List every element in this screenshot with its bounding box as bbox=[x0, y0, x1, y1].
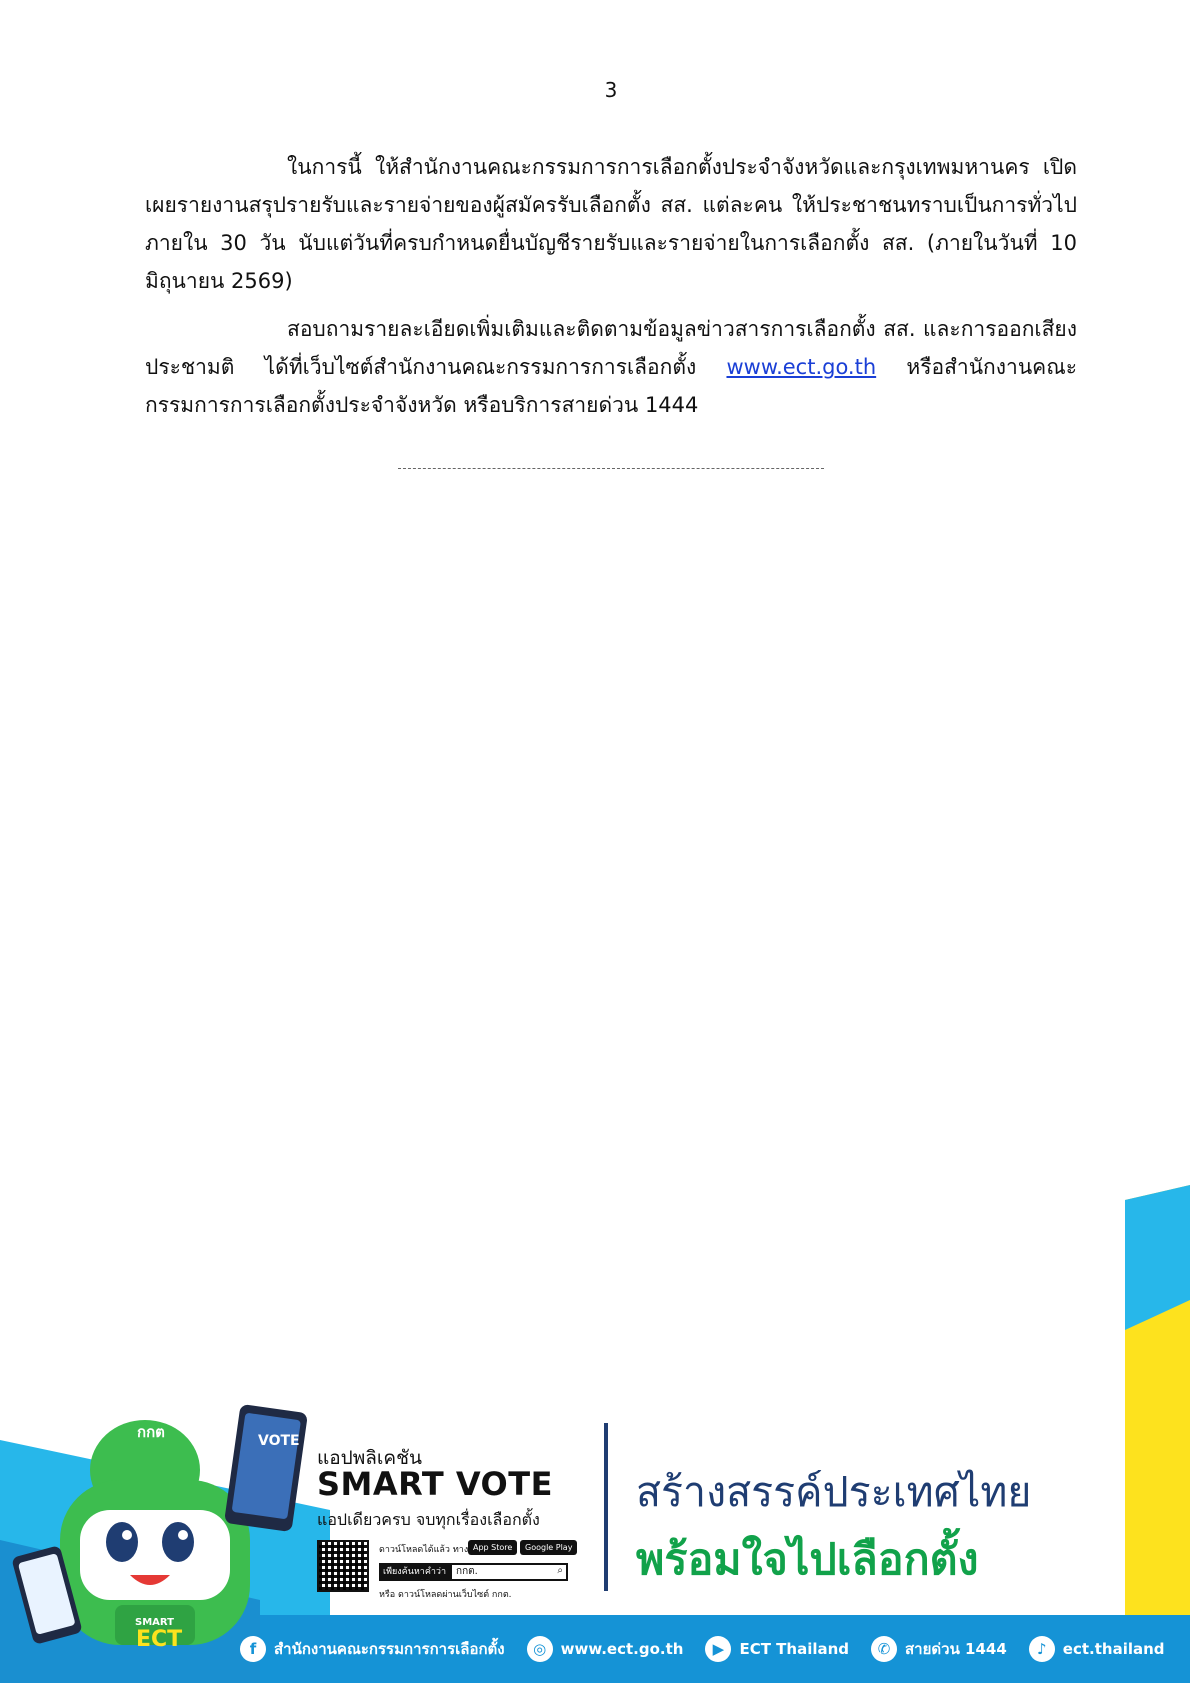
contact-tiktok[interactable] bbox=[1029, 1636, 1165, 1662]
slogan-line-2: พร้อมใจไปเลือกตั้ง bbox=[636, 1535, 979, 1585]
paragraph-contact bbox=[145, 310, 1077, 424]
app-prefix: แอปพลิเคชัน bbox=[317, 1447, 422, 1469]
tiktok-icon: ♪ bbox=[1029, 1636, 1055, 1662]
footer-background-shapes bbox=[0, 1180, 1190, 1683]
search-box bbox=[450, 1563, 568, 1581]
search-label: เพียงค้นหาคำว่า bbox=[379, 1563, 450, 1581]
contact-website[interactable] bbox=[527, 1636, 684, 1662]
slogan-divider bbox=[604, 1423, 608, 1591]
google-play-badge[interactable]: Google Play bbox=[520, 1540, 577, 1555]
download-alt: หรือ ดาวน์โหลดผ่านเว็บไซต์ กกต. bbox=[379, 1590, 512, 1600]
search-icon: ⌕ bbox=[557, 1565, 564, 1576]
paragraph-disclosure: ในการนี้ ให้สำนักงานคณะกรรมการการเลือกตั้งประจำจังหวัดและกรุงเทพมหานคร เปิดเผยรายงานสรุปรายรับและรายจ่ายของผู้สมัครรับเลือกตั้ง สส. แต่ละคน ให้ประชาชนทราบเป็นการทั่วไป ภายใน 30 วัน นับแต่วันที่ครบกำหนดยื่นบัญชีรายรับและรายจ่ายในการเลือกตั้ง สส. (ภายในวันที่ 10 มิถุนายน 2569) bbox=[145, 155, 1077, 293]
footer-banner bbox=[0, 1180, 1190, 1683]
mascot-label-bottom: ECT bbox=[136, 1627, 183, 1652]
qr-code-icon[interactable] bbox=[317, 1540, 369, 1592]
phone-screen-title: VOTE bbox=[258, 1433, 300, 1449]
contact-hotline[interactable] bbox=[871, 1636, 1007, 1662]
slogan-line-1: สร้างสรรค์ประเทศไทย bbox=[636, 1468, 1032, 1516]
contact-facebook[interactable] bbox=[240, 1636, 505, 1662]
page-number: 3 bbox=[604, 78, 618, 102]
end-divider bbox=[398, 468, 824, 469]
mascot-badge: กกต bbox=[137, 1423, 165, 1441]
contact-facebook-label: สำนักงานคณะกรรมการการเลือกตั้ง bbox=[274, 1640, 505, 1658]
contact-text-start: สอบถามรายละเอียดเพิ่มเติมและติดตามข้อมูลข่าวสารการเลือกตั้ง สส. และการออกเสียงประชามติ ได้ที่เว็บไซต์สำนักงานคณะกรรมการการเลือกตั้ง bbox=[145, 317, 1077, 379]
document-body bbox=[145, 148, 1077, 434]
app-name: SMART VOTE bbox=[317, 1465, 553, 1503]
app-tagline: แอปเดียวครบ จบทุกเรื่องเลือกตั้ง bbox=[317, 1510, 540, 1529]
contact-youtube-label: ECT Thailand bbox=[739, 1640, 850, 1658]
globe-icon: ◎ bbox=[527, 1636, 553, 1662]
contact-website-label: www.ect.go.th bbox=[560, 1640, 684, 1658]
contact-bar bbox=[0, 1615, 1190, 1683]
contact-text-end: หรือสำนักงานคณะกรรมการการเลือกตั้งประจำจังหวัด หรือบริการสายด่วน 1444 bbox=[145, 355, 1077, 417]
contact-hotline-label: สายด่วน 1444 bbox=[905, 1640, 1007, 1658]
app-search-hint bbox=[379, 1563, 568, 1581]
ect-website-link[interactable]: www.ect.go.th bbox=[726, 355, 877, 379]
facebook-icon: f bbox=[240, 1636, 266, 1662]
app-store-badge[interactable]: App Store bbox=[468, 1540, 517, 1555]
contact-tiktok-label: ect.thailand bbox=[1062, 1640, 1165, 1658]
youtube-icon: ▶ bbox=[705, 1636, 731, 1662]
phone-icon: ✆ bbox=[871, 1636, 897, 1662]
download-label: ดาวน์โหลดได้แล้ว ทาง bbox=[379, 1545, 469, 1555]
contact-youtube[interactable] bbox=[705, 1636, 849, 1662]
mascot-label-top: SMART bbox=[135, 1617, 174, 1628]
search-value: กกต. bbox=[456, 1566, 478, 1577]
